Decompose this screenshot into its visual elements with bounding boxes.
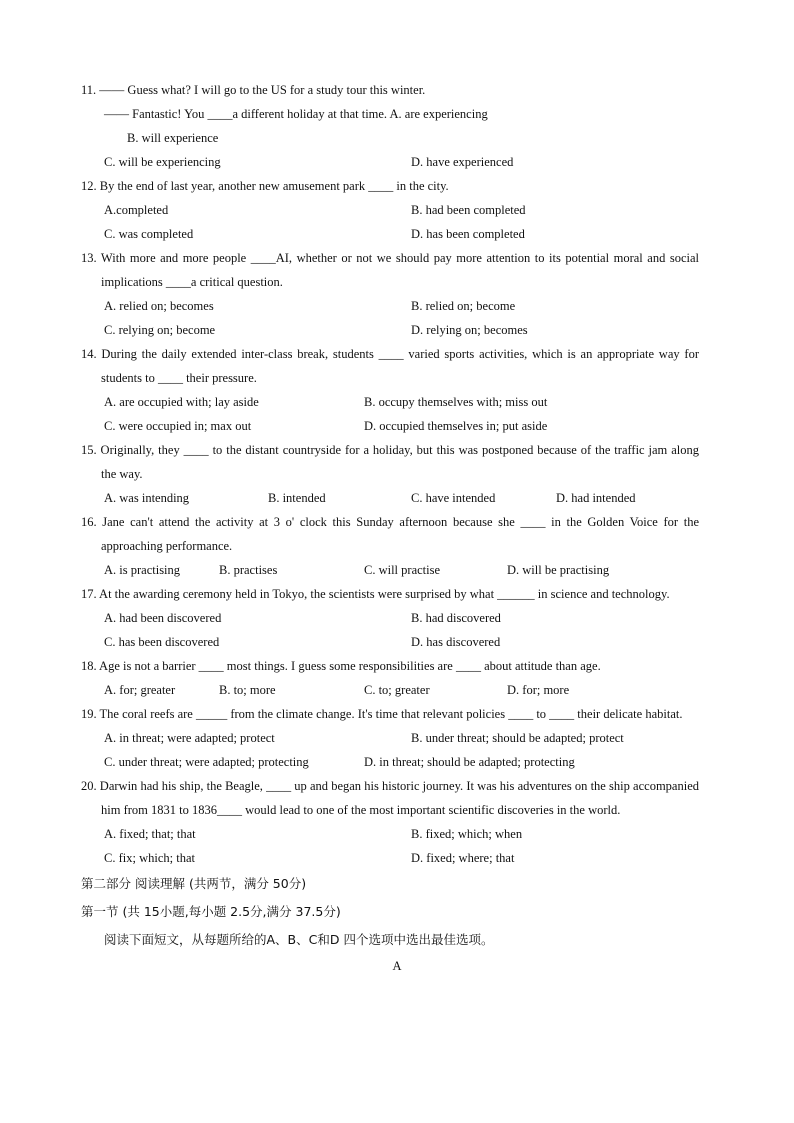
q18-options bbox=[0, 678, 794, 702]
exam-page bbox=[0, 78, 794, 978]
q19-options-ab bbox=[0, 726, 794, 750]
q19-option-b: B. under threat; should be adapted; protect bbox=[411, 731, 624, 745]
q17-options-cd bbox=[0, 630, 794, 654]
q11-option-c: C. will be experiencing bbox=[104, 155, 221, 169]
q19-option-d: D. in threat; should be adapted; protecting bbox=[364, 755, 575, 769]
q18-stem: 18. Age is not a barrier ____ most things. I guess some responsibilities are ____ about attitude than age. bbox=[81, 659, 601, 673]
question-14 bbox=[0, 342, 699, 390]
q12-options-cd bbox=[0, 222, 794, 246]
q12-option-d: D. has been completed bbox=[411, 227, 525, 241]
q20-options-ab bbox=[0, 822, 794, 846]
question-11-options bbox=[0, 150, 794, 174]
q16-option-d: D. will be practising bbox=[507, 563, 610, 577]
passage-label: A bbox=[392, 959, 402, 973]
question-11-line-1 bbox=[0, 78, 794, 102]
q17-stem: 17. At the awarding ceremony held in Tokyo, the scientists were surprised by what ______ in science and technology. bbox=[81, 587, 670, 601]
q18-option-b: B. to; more bbox=[219, 683, 276, 697]
section-1-heading: 第一节 (共 15小题,每小题 2.5分,满分 37.5分) bbox=[81, 904, 341, 919]
question-20 bbox=[0, 774, 699, 822]
q20-option-d: D. fixed; where; that bbox=[411, 851, 515, 865]
question-19 bbox=[0, 702, 699, 726]
q14-option-a: A. are occupied with; lay aside bbox=[104, 395, 259, 409]
q13-stem: 13. With more and more people ____AI, whether or not we should pay more attention to its potential moral and social implications ____a critical question. bbox=[81, 251, 699, 289]
question-12 bbox=[0, 174, 794, 198]
q16-option-a: A. is practising bbox=[104, 563, 181, 577]
q16-stem: 16. Jane can't attend the activity at 3 o' clock this Sunday afternoon because she ____ in the Golden Voice for the approaching performance. bbox=[81, 515, 699, 553]
q13-option-a: A. relied on; becomes bbox=[104, 299, 214, 313]
q12-option-c: C. was completed bbox=[104, 227, 194, 241]
q12-option-b: B. had been completed bbox=[411, 203, 526, 217]
q20-options-cd bbox=[0, 846, 794, 870]
q15-option-c: C. have intended bbox=[411, 491, 496, 505]
q16-option-c: C. will practise bbox=[364, 563, 441, 577]
q20-option-c: C. fix; which; that bbox=[104, 851, 195, 865]
q14-option-c: C. were occupied in; max out bbox=[104, 419, 252, 433]
q18-option-d: D. for; more bbox=[507, 683, 570, 697]
q12-stem: 12. By the end of last year, another new amusement park ____ in the city. bbox=[81, 179, 449, 193]
q13-option-d: D. relying on; becomes bbox=[411, 323, 528, 337]
q17-option-b: B. had discovered bbox=[411, 611, 501, 625]
q11-option-d: D. have experienced bbox=[411, 155, 514, 169]
q11-option-b: B. will experience bbox=[127, 131, 219, 145]
q17-option-d: D. has discovered bbox=[411, 635, 501, 649]
part-2-heading: 第二部分 阅读理解 (共两节，满分 50分) bbox=[81, 876, 307, 891]
q19-options-cd bbox=[0, 750, 794, 774]
q13-option-c: C. relying on; become bbox=[104, 323, 216, 337]
q14-options-ab bbox=[0, 390, 794, 414]
question-16 bbox=[0, 510, 699, 558]
q20-option-b: B. fixed; which; when bbox=[411, 827, 523, 841]
q17-option-a: A. had been discovered bbox=[104, 611, 222, 625]
q13-option-b: B. relied on; become bbox=[411, 299, 516, 313]
q14-options-cd bbox=[0, 414, 794, 438]
q19-option-c: C. under threat; were adapted; protecting bbox=[104, 755, 309, 769]
reading-instruction: 阅读下面短文，从每题所给的A、B、C和D 四个选项中选出最佳选项。 bbox=[104, 932, 494, 947]
q15-option-a: A. was intending bbox=[104, 491, 190, 505]
q14-stem: 14. During the daily extended inter-class break, students ____ varied sports activities, which is an appropriate way for students to ____ their pressure. bbox=[81, 347, 699, 385]
q14-option-d: D. occupied themselves in; put aside bbox=[364, 419, 548, 433]
q17-options-ab bbox=[0, 606, 794, 630]
q14-option-b: B. occupy themselves with; miss out bbox=[364, 395, 548, 409]
q18-option-c: C. to; greater bbox=[364, 683, 430, 697]
q12-options-ab bbox=[0, 198, 794, 222]
q15-option-d: D. had intended bbox=[556, 491, 636, 505]
q15-options bbox=[0, 486, 794, 510]
q13-options-ab bbox=[0, 294, 794, 318]
q19-stem: 19. The coral reefs are _____ from the climate change. It's time that relevant policies ____ to ____ their delicate habitat. bbox=[81, 707, 683, 721]
q20-stem: 20. Darwin had his ship, the Beagle, ____ up and began his historic journey. It was his adventures on the ship accompanied him from 1831 to 1836____ would lead to one of the most important scientific discoveries in the world. bbox=[81, 779, 699, 817]
q11-response: —— Fantastic! You ____a different holiday at that time. A. are experiencing bbox=[104, 107, 488, 121]
question-15 bbox=[0, 438, 699, 486]
q17-option-c: C. has been discovered bbox=[104, 635, 220, 649]
q20-option-a: A. fixed; that; that bbox=[104, 827, 196, 841]
q12-option-a: A.completed bbox=[104, 203, 169, 217]
q16-option-b: B. practises bbox=[219, 563, 278, 577]
question-13 bbox=[0, 246, 699, 294]
question-11-line-3 bbox=[0, 126, 794, 150]
question-17 bbox=[0, 582, 699, 606]
question-18 bbox=[0, 654, 794, 678]
question-11-line-2 bbox=[0, 102, 794, 126]
q11-stem: 11. —— Guess what? I will go to the US for a study tour this winter. bbox=[81, 83, 426, 97]
q15-option-b: B. intended bbox=[268, 491, 326, 505]
q19-option-a: A. in threat; were adapted; protect bbox=[104, 731, 275, 745]
q18-option-a: A. for; greater bbox=[104, 683, 176, 697]
q13-options-cd bbox=[0, 318, 794, 342]
q16-options bbox=[0, 558, 794, 582]
q15-stem: 15. Originally, they ____ to the distant countryside for a holiday, but this was postponed because of the traffic jam along the way. bbox=[81, 443, 699, 481]
